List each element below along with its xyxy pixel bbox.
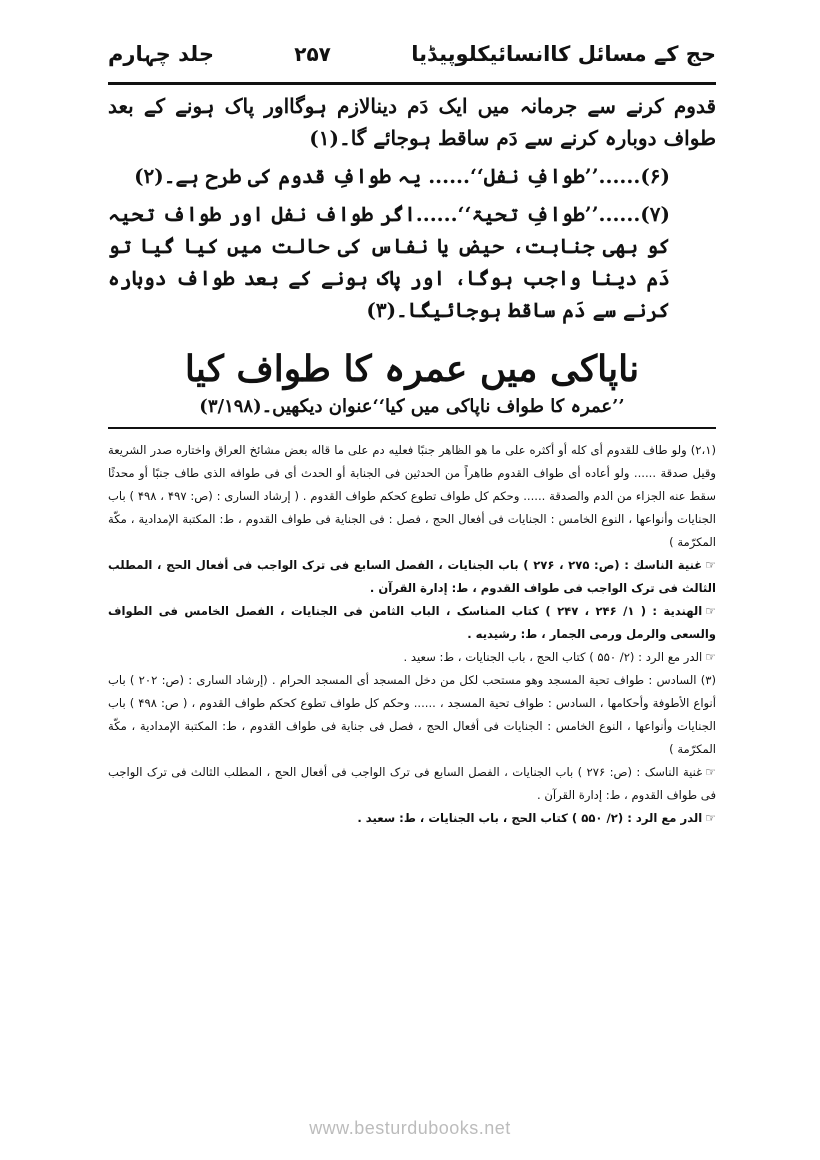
- footnotes: [108, 439, 716, 830]
- footnote-text: غنية الناسك : (ص: ۲۷۵ ، ۲۷۶ ) باب الجنايات ، الفصل السابع فی ترک الواجب فی أفعال الحج ، المطلب الثالث فی ترک الواجب فی طواف القدوم ، ط: إدارة القرآن .: [108, 558, 716, 595]
- header-rule: [108, 82, 716, 85]
- paragraph: (۶)......’’طوافِ نفل‘‘...... یہ طوافِ قدوم کی طرح ہے۔(۲): [134, 164, 670, 188]
- footnote-text: (۳) السادس : طواف تحية المسجد وهو مستحب لكل من دخل المسجد أی المسجد الحرام . (إرشاد الساری : (ص: ۲۰۲ ) باب أنواع الأطوفة وأحكامها ، السادس : طواف تحية المسجد ، ...... وحكم كل طواف تطوع كحكم طواف القدوم ، ( ص: ۴۹۸ ) باب الجنايات وأنواعها ، النوع الخامس : الجنايات فی أفعال الحج ، فصل فی جناية فی طواف القدوم ، ط: المكتبة الإمدادية ، مكّة المكرّمة ): [108, 673, 716, 756]
- pointing-hand-icon: ☞: [705, 558, 716, 572]
- footnote-text: غنية الناسک : (ص: ۲۷۶ ) باب الجنايات ، الفصل السابع فی ترک الواجب فی أفعال الحج ، المطلب الثالث فی ترک الواجب فی طواف القدوم ، ط: إدارة القرآن .: [108, 765, 716, 802]
- pointing-hand-icon: ☞: [705, 650, 716, 664]
- footnote: [108, 669, 716, 761]
- footnote: [108, 439, 716, 554]
- paragraph: قدوم کرنے سے جرمانہ میں ایک دَم دینالازم ہوگااور پاک ہونے کے بعد طواف دوبارہ کرنے سے دَم ساقط ہوجائے گا۔(۱): [108, 94, 716, 150]
- page-header: [108, 34, 716, 74]
- volume-label: جلد چہارم: [108, 42, 214, 66]
- paragraph: (۷)......’’طوافِ تحیۃ‘‘......اگر طواف نفل اور طواف تحیہ کو بھی جنابت، حیض یا نفاس کی حالت میں کیا گیا تو دَم دینا واجب ہوگا، اور پاک ہونے کے بعد طواف دوبارہ کرنے سے دَم ساقط ہوجائیگا۔(۳): [108, 202, 670, 322]
- footnote-text: الدر مع الرد : (۲/ ۵۵۰ ) كتاب الحج ، باب الجنايات ، ط: سعيد .: [403, 650, 703, 664]
- footnote-text: (۲،۱) ولو طاف للقدوم أی كله أو أكثره علی ما هو الظاهر جنبًا فعليه دم علی ما قاله بعض مشائخ العراق واختاره صدر الشريعة وقيل صدقة ...... ولو أعاده أی طواف القدوم طاهراً من الحدثين فی الجنابة أو الحدث أی فی طوافه الذی طاف جنبًا أو محدثًا سقط عنه الجزاء من الدم والصدقة ...... وحكم كل طواف تطوع كحكم طواف القدوم . ( إرشاد الساری : (ص: ۴۹۷ ، ۴۹۸ ) باب الجنايات وأنواعها ، النوع الخامس : الجنايات فی أفعال الحج ، فصل : فی الجناية فی طواف القدوم ، ط: المكتبة الإمدادية ، مكّة المكرّمة ): [108, 443, 716, 549]
- footnote-rule: [108, 427, 716, 429]
- footnote-text: الدر مع الرد : (۲/ ۵۵۰ ) كتاب الحج ، باب الجنايات ، ط: سعيد .: [357, 811, 703, 825]
- section-title: ناپاکی میں عمرہ کا طواف کیا: [184, 348, 640, 390]
- book-title: حج کے مسائل کاانسائیکلوپیڈیا: [411, 42, 716, 66]
- footnote: [108, 761, 716, 807]
- footnote: [108, 646, 716, 669]
- pointing-hand-icon: ☞: [705, 811, 716, 825]
- pointing-hand-icon: ☞: [705, 765, 716, 779]
- page-number: ۲۵۷: [294, 42, 331, 66]
- footnote: [108, 600, 716, 646]
- watermark-url: www.besturdubooks.net: [309, 1118, 511, 1138]
- pointing-hand-icon: ☞: [705, 604, 716, 618]
- page-body: [108, 90, 716, 830]
- footnote: [108, 554, 716, 600]
- footnote-text: الهندية : ( ۱/ ۲۴۶ ، ۲۴۷ ) كتاب المناسک ، الباب الثامن فی الجنايات ، الفصل الخامس فی الطواف والسعی والرمل ورمی الجمار ، ط: رشيديه .: [108, 604, 716, 641]
- footnote: [108, 807, 716, 830]
- section-reference: ’’عمرہ کا طواف ناپاکی میں کیا‘‘عنوان دیکھیں۔(۳/۱۹۸): [199, 396, 625, 417]
